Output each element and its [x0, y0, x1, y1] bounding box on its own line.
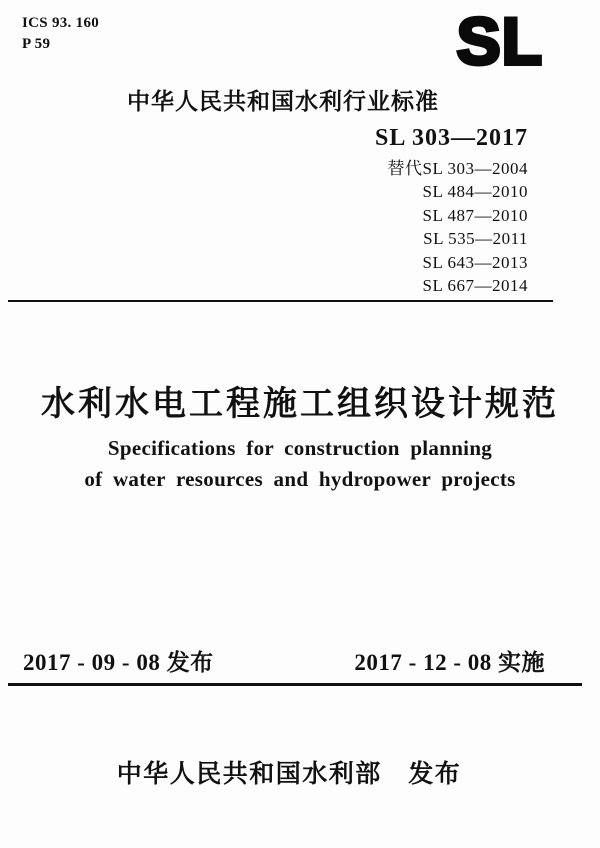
sl-standard-logo: SL: [456, 4, 543, 78]
title-english: [0, 433, 600, 495]
replaced-standard: SL 484—2010: [422, 182, 528, 202]
ics-classification-block: [22, 13, 99, 55]
replaced-standard: SL 667—2014: [422, 276, 528, 296]
replaced-standard: SL 535—2011: [423, 229, 528, 249]
implement-date: 2017 - 12 - 08 实施: [354, 650, 545, 675]
replaced-standard: SL 487—2010: [422, 205, 528, 225]
standard-type-title: 中华人民共和国水利行业标准: [127, 88, 439, 114]
top-divider-rule: [8, 300, 553, 302]
title-english-line1: Specifications for construction planning: [107, 436, 493, 460]
title-chinese: 水利水电工程施工组织设计规范: [41, 385, 559, 423]
standard-number: SL 303—2017: [374, 125, 528, 151]
publisher-line: 中华人民共和国水利部 发布: [116, 760, 462, 788]
issue-date: 2017 - 09 - 08 发布: [23, 650, 214, 675]
ics-code: ICS 93. 160: [22, 15, 100, 31]
replaced-standard: 替代SL 303—2004: [387, 159, 528, 178]
replaced-standard: SL 643—2013: [422, 252, 528, 272]
bottom-divider-rule: [8, 683, 582, 686]
china-class-code: P 59: [22, 36, 51, 52]
title-english-line2: of water resources and hydropower projects: [84, 467, 516, 491]
standard-number-block: [375, 124, 528, 297]
